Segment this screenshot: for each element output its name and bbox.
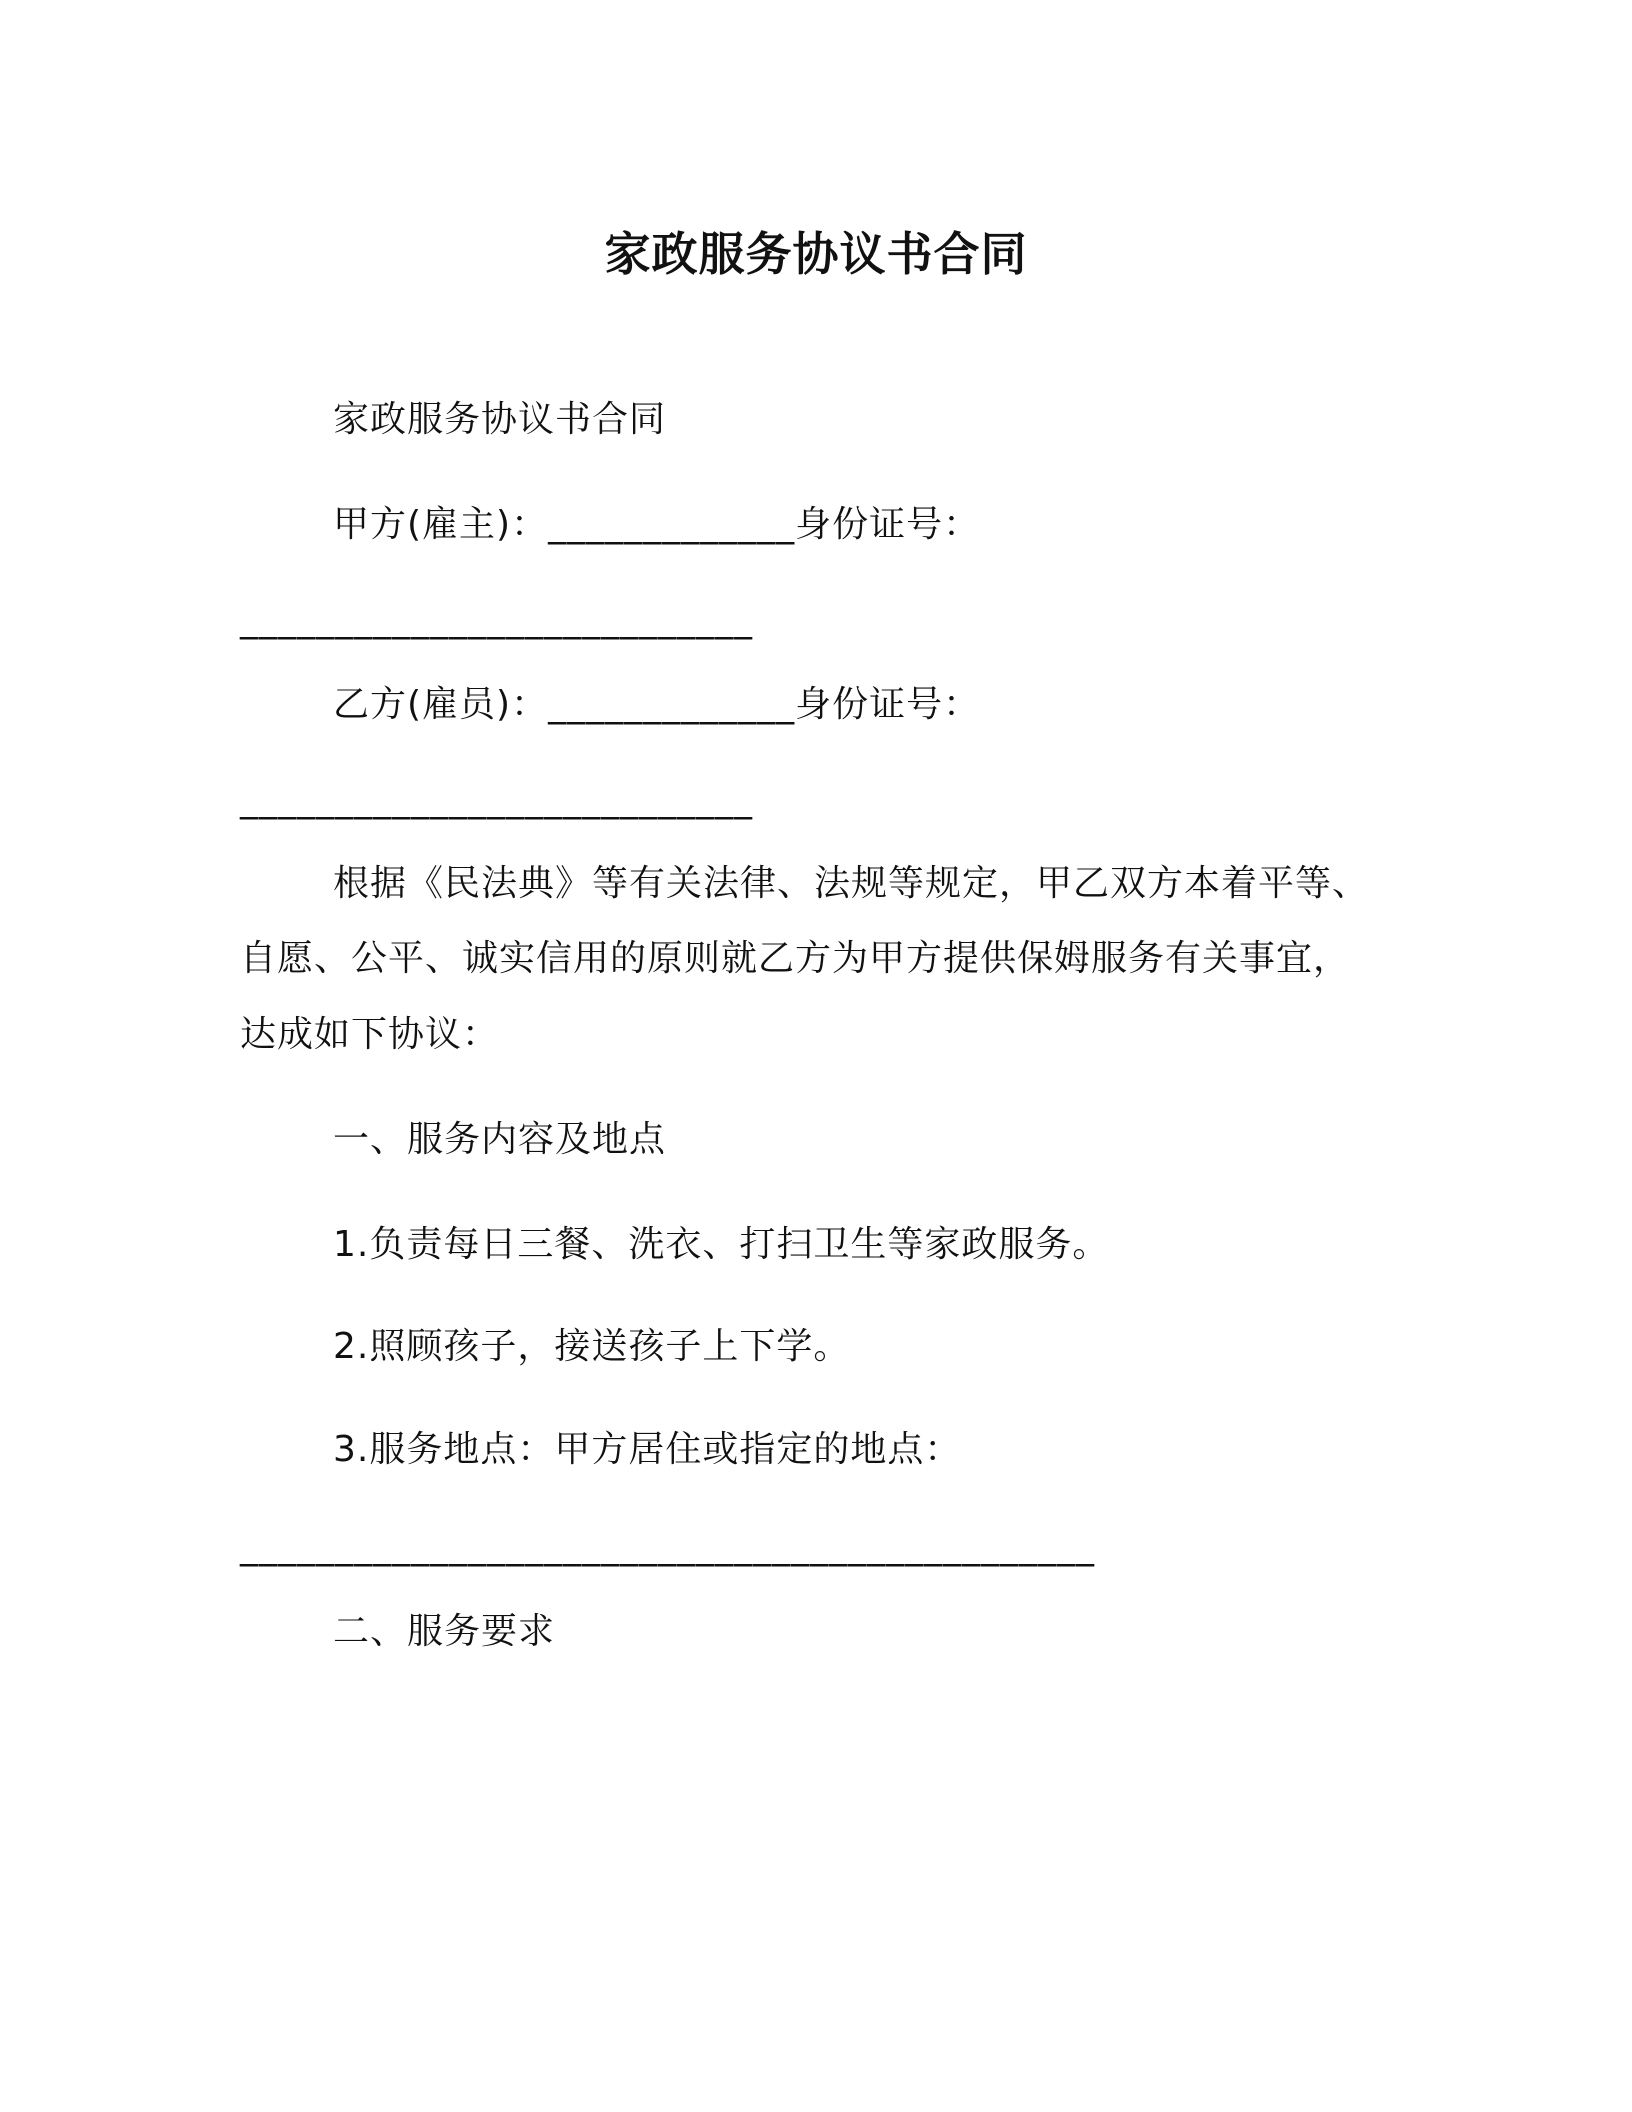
party-a-id-blank: ___________________________ [240, 599, 753, 640]
service-item-3: 3.服务地点：甲方居住或指定的地点： [333, 1429, 962, 1470]
service-location-blank: _____________________________________________ [240, 1526, 1095, 1567]
service-item-2: 2.照顾孩子，接送孩子上下学。 [333, 1326, 851, 1367]
service-item-1: 1.负责每日三餐、洗衣、打扫卫生等家政服务。 [333, 1224, 1110, 1265]
document-subtitle: 家政服务协议书合同 [333, 399, 667, 440]
preamble-line-2: 自愿、公平、诚实信用的原则就乙方为甲方提供保姆服务有关事宜， [240, 938, 1351, 979]
party-b-line: 乙方(雇员)：_____________身份证号： [333, 684, 981, 725]
section-2-heading: 二、服务要求 [333, 1611, 556, 1652]
party-b-id-blank: ___________________________ [240, 779, 753, 820]
party-a-line: 甲方(雇主)：_____________身份证号： [333, 504, 981, 545]
preamble-line-3: 达成如下协议： [240, 1014, 500, 1055]
document-title: 家政服务协议书合同 [604, 227, 1028, 281]
preamble-line-1: 根据《民法典》等有关法律、法规等规定，甲乙双方本着平等、 [333, 863, 1370, 904]
section-1-heading: 一、服务内容及地点 [333, 1119, 667, 1160]
